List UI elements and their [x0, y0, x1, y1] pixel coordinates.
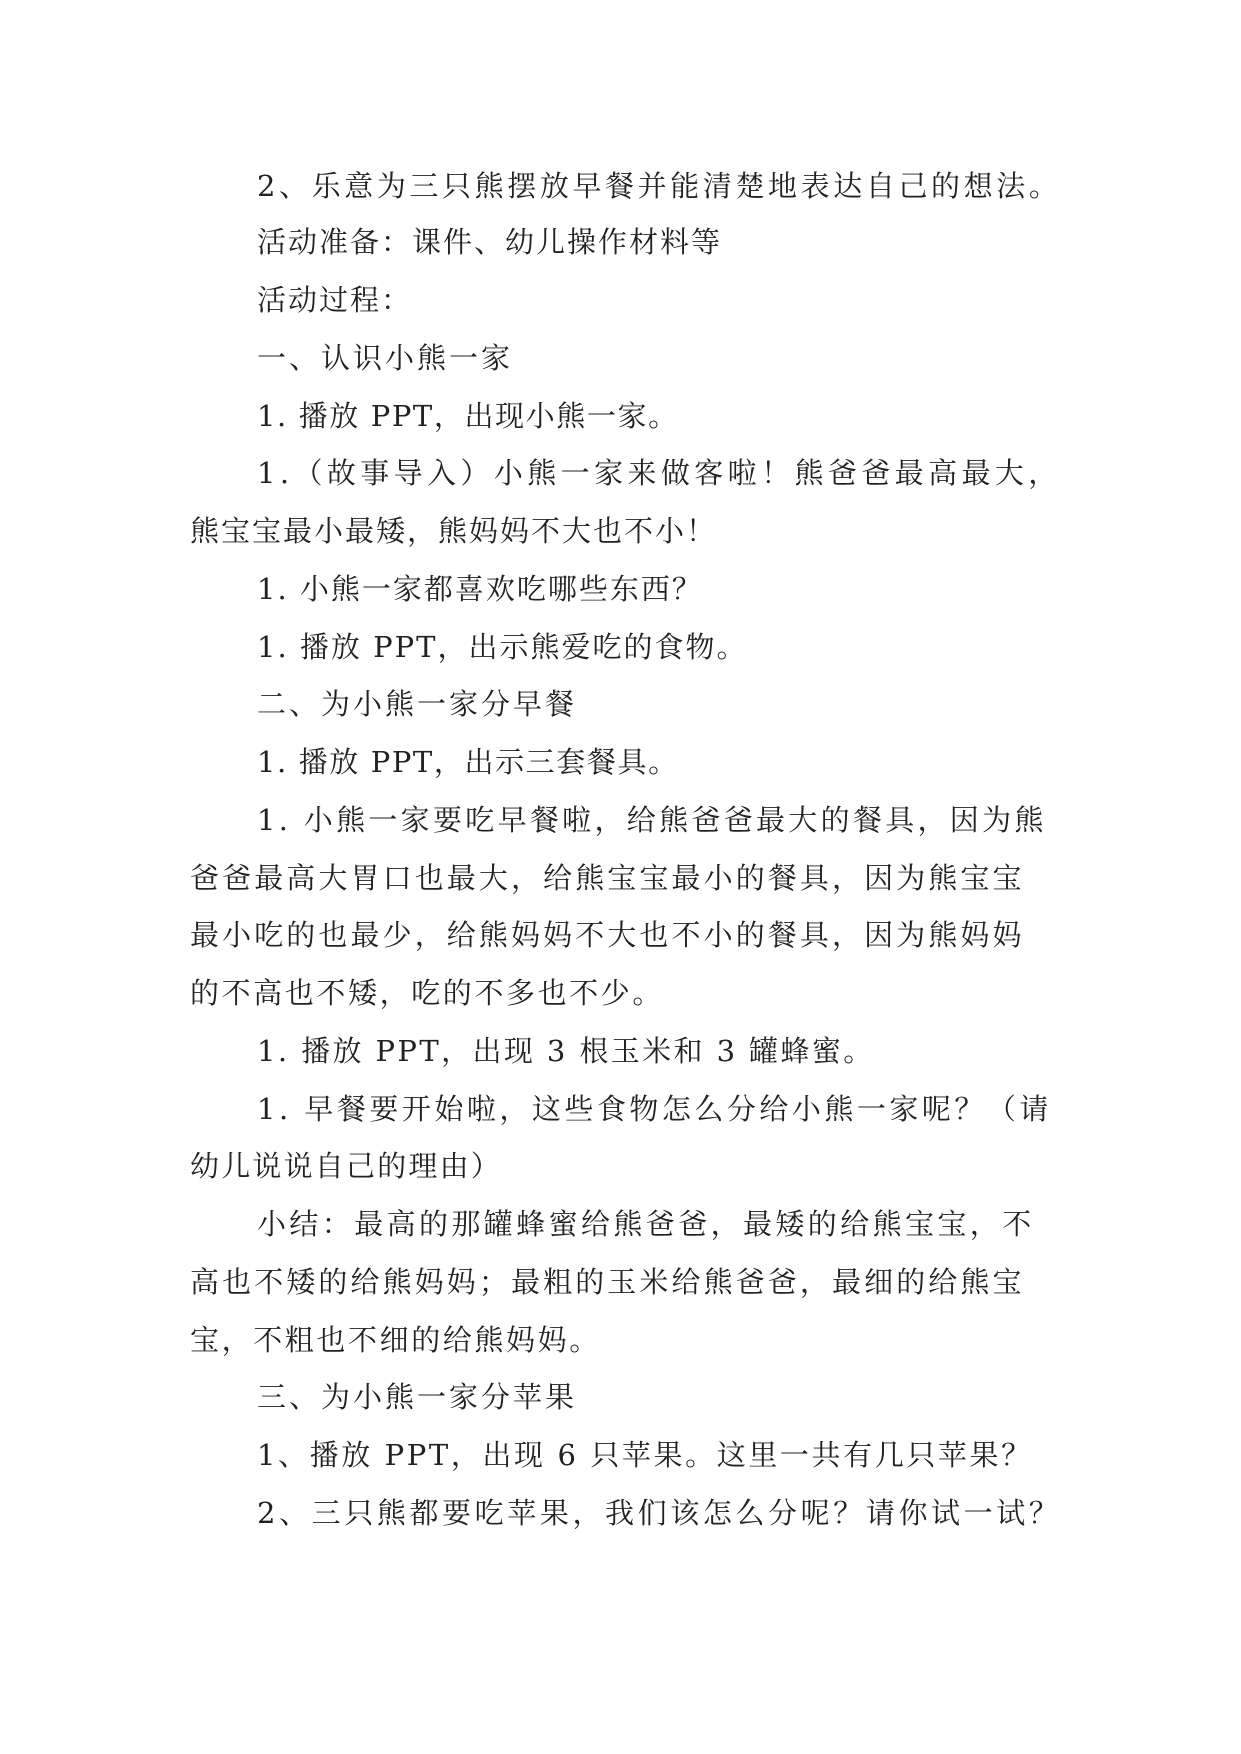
paragraph-line: 1. 早餐要开始啦，这些食物怎么分给小熊一家呢？（请 — [257, 1092, 1052, 1126]
paragraph-line: 幼儿说说自己的理由） — [190, 1149, 503, 1183]
step-line: 1. 播放 PPT，出现 3 根玉米和 3 罐蜂蜜。 — [257, 1034, 875, 1068]
paragraph-line: 1.（故事导入）小熊一家来做客啦！熊爸爸最高最大， — [257, 456, 1062, 490]
summary-line: 宝，不粗也不细的给熊妈妈。 — [190, 1323, 601, 1357]
step-line: 1. 播放 PPT，出现小熊一家。 — [257, 399, 679, 433]
summary-line: 高也不矮的给熊妈妈；最粗的玉米给熊爸爸，最细的给熊宝 — [190, 1265, 1025, 1299]
section-1-heading: 一、认识小熊一家 — [257, 341, 514, 375]
section-2-heading: 二、为小熊一家分早餐 — [257, 687, 578, 721]
step-line: 1. 播放 PPT，出示熊爱吃的食物。 — [257, 630, 748, 664]
paragraph-line: 的不高也不矮，吃的不多也不少。 — [190, 976, 665, 1010]
step-line: 2、三只熊都要吃苹果，我们该怎么分呢？请你试一试？ — [257, 1496, 1062, 1530]
step-line: 1、播放 PPT，出现 6 只苹果。这里一共有几只苹果？ — [257, 1438, 1033, 1472]
paragraph-line: 熊宝宝最小最矮，熊妈妈不大也不小！ — [190, 514, 718, 548]
paragraph-line: 最小吃的也最少，给熊妈妈不大也不小的餐具，因为熊妈妈 — [190, 918, 1025, 952]
goal-2-line: 2、乐意为三只熊摆放早餐并能清楚地表达自己的想法。 — [257, 169, 1062, 203]
paragraph-line: 1. 小熊一家要吃早餐啦，给熊爸爸最大的餐具，因为熊 — [257, 803, 1047, 837]
summary-line: 小结：最高的那罐蜂蜜给熊爸爸，最矮的给熊宝宝，不 — [257, 1207, 1035, 1241]
section-3-heading: 三、为小熊一家分苹果 — [257, 1380, 578, 1414]
paragraph-line: 爸爸最高大胃口也最大，给熊宝宝最小的餐具，因为熊宝宝 — [190, 861, 1025, 895]
step-line: 1. 小熊一家都喜欢吃哪些东西？ — [257, 572, 703, 606]
step-line: 1. 播放 PPT，出示三套餐具。 — [257, 745, 679, 779]
activity-preparation-line: 活动准备：课件、幼儿操作材料等 — [257, 225, 723, 259]
activity-process-heading: 活动过程： — [257, 283, 413, 317]
